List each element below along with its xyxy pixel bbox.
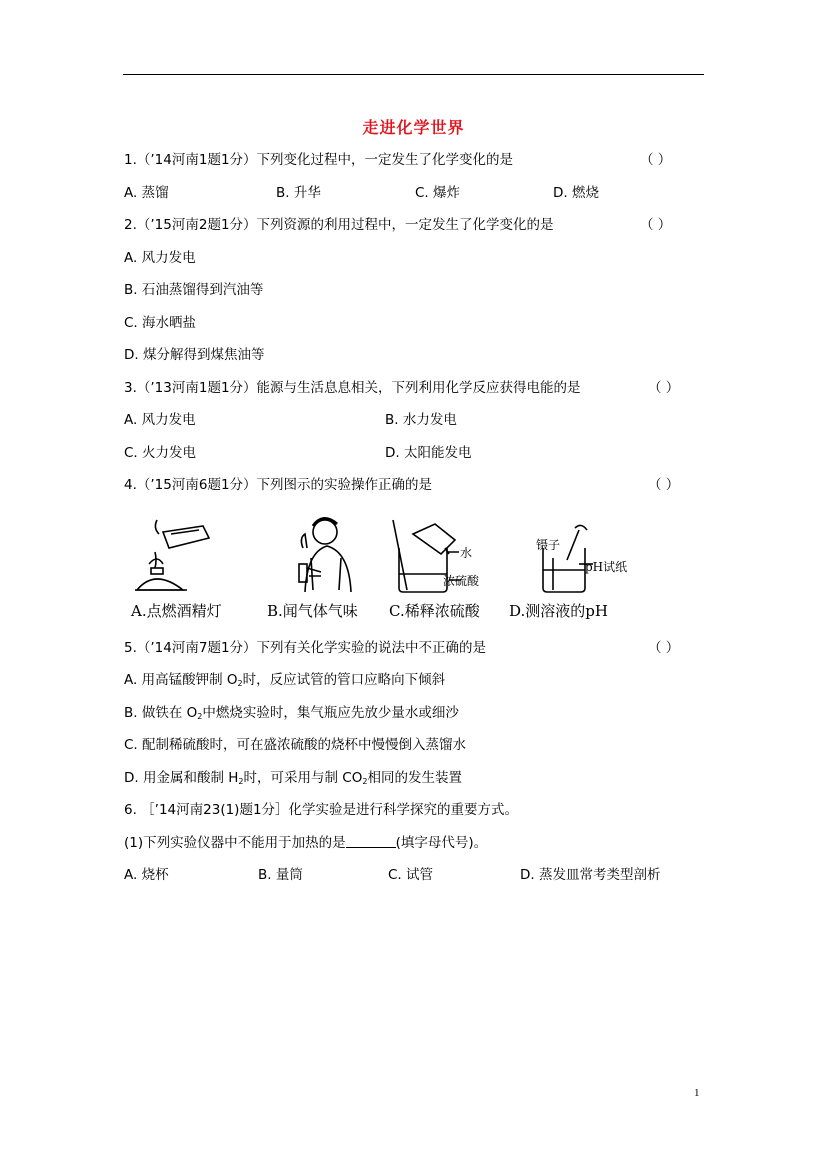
question-6-option-c: C. 试管 (388, 867, 434, 883)
header-rule (123, 74, 704, 75)
page-number: 1 (694, 1087, 700, 1099)
question-2-option-d: D. 煤分解得到煤焦油等 (124, 347, 265, 363)
question-2-option-a: A. 风力发电 (124, 250, 196, 266)
page-title: 走进化学世界 (362, 118, 465, 137)
question-5-answer-paren: （ ） (648, 640, 680, 656)
question-5-option-b: B. 做铁在 $O_2$中燃烧实验时，集气瓶应先放少量水或细沙 (124, 705, 459, 721)
lab-operations-figure (127, 512, 633, 624)
figure-label-b: B.闻气体气味 (267, 602, 358, 620)
question-3-answer-paren: （ ） (648, 380, 680, 396)
question-2-option-b: B. 石油蒸馏得到汽油等 (124, 282, 264, 298)
question-3-option-b: B. 水力发电 (385, 412, 457, 428)
question-2-option-c: C. 海水晒盐 (124, 315, 197, 331)
person-smelling-icon (299, 518, 351, 592)
question-3-stem: 3.（’13河南1题1分）能源与生活息息相关，下列利用化学反应获得电能的是 (124, 380, 581, 396)
answer-blank (346, 835, 396, 848)
ph-paper-label: pH试纸 (585, 560, 628, 574)
alcohol-lamp-icon (135, 520, 209, 590)
question-1-option-b: B. 升华 (276, 185, 321, 201)
question-5-option-a: A. 用高锰酸钾制 $O_2$时，反应试管的管口应略向下倾斜 (124, 672, 446, 688)
question-6-option-b: B. 量筒 (258, 867, 303, 883)
question-1-answer-paren: （ ） (640, 152, 672, 168)
question-4-answer-paren: （ ） (648, 477, 680, 493)
question-2-stem: 2.（’15河南2题1分）下列资源的利用过程中，一定发生了化学变化的是 (124, 217, 554, 233)
question-1-stem: 1.（’14河南1题1分）下列变化过程中，一定发生了化学变化的是 (124, 152, 514, 168)
water-label: 水 (460, 546, 473, 560)
question-6-option-d: D. 蒸发皿常考类型剖析 (520, 867, 661, 883)
question-6-subquestion: (1)下列实验仪器中不能用于加热的是 (填字母代号)。 (124, 835, 488, 851)
figure-label-d: D.测溶液的pH (509, 602, 608, 620)
question-1-option-a: A. 蒸馏 (124, 185, 169, 201)
question-3-option-a: A. 风力发电 (124, 412, 196, 428)
question-3-option-c: C. 火力发电 (124, 445, 197, 461)
question-1-option-d: D. 燃烧 (553, 185, 599, 201)
question-4-stem: 4.（’15河南6题1分）下列图示的实验操作正确的是 (124, 477, 433, 493)
question-5-option-d: D. 用金属和酸制 $H_2$时，可采用与制 $CO_2$相同的发生装置 (124, 770, 462, 786)
question-5-option-c: C. 配制稀硫酸时，可在盛浓硫酸的烧杯中慢慢倒入蒸馏水 (124, 737, 467, 753)
question-3-option-d: D. 太阳能发电 (385, 445, 472, 461)
figure-label-c: C.稀释浓硫酸 (389, 602, 480, 620)
concentrated-acid-label: 浓硫酸 (443, 574, 480, 588)
question-5-stem: 5.（’14河南7题1分）下列有关化学实验的说法中不正确的是 (124, 640, 487, 656)
question-2-answer-paren: （ ） (640, 217, 672, 233)
figure-label-a: A.点燃酒精灯 (131, 602, 222, 620)
question-6-stem: 6. ［’14河南23(1)题1分］化学实验是进行科学探究的重要方式。 (124, 802, 519, 818)
question-1-option-c: C. 爆炸 (415, 185, 461, 201)
question-6-option-a: A. 烧杯 (124, 867, 169, 883)
tweezers-label: 镊子 (536, 538, 561, 552)
